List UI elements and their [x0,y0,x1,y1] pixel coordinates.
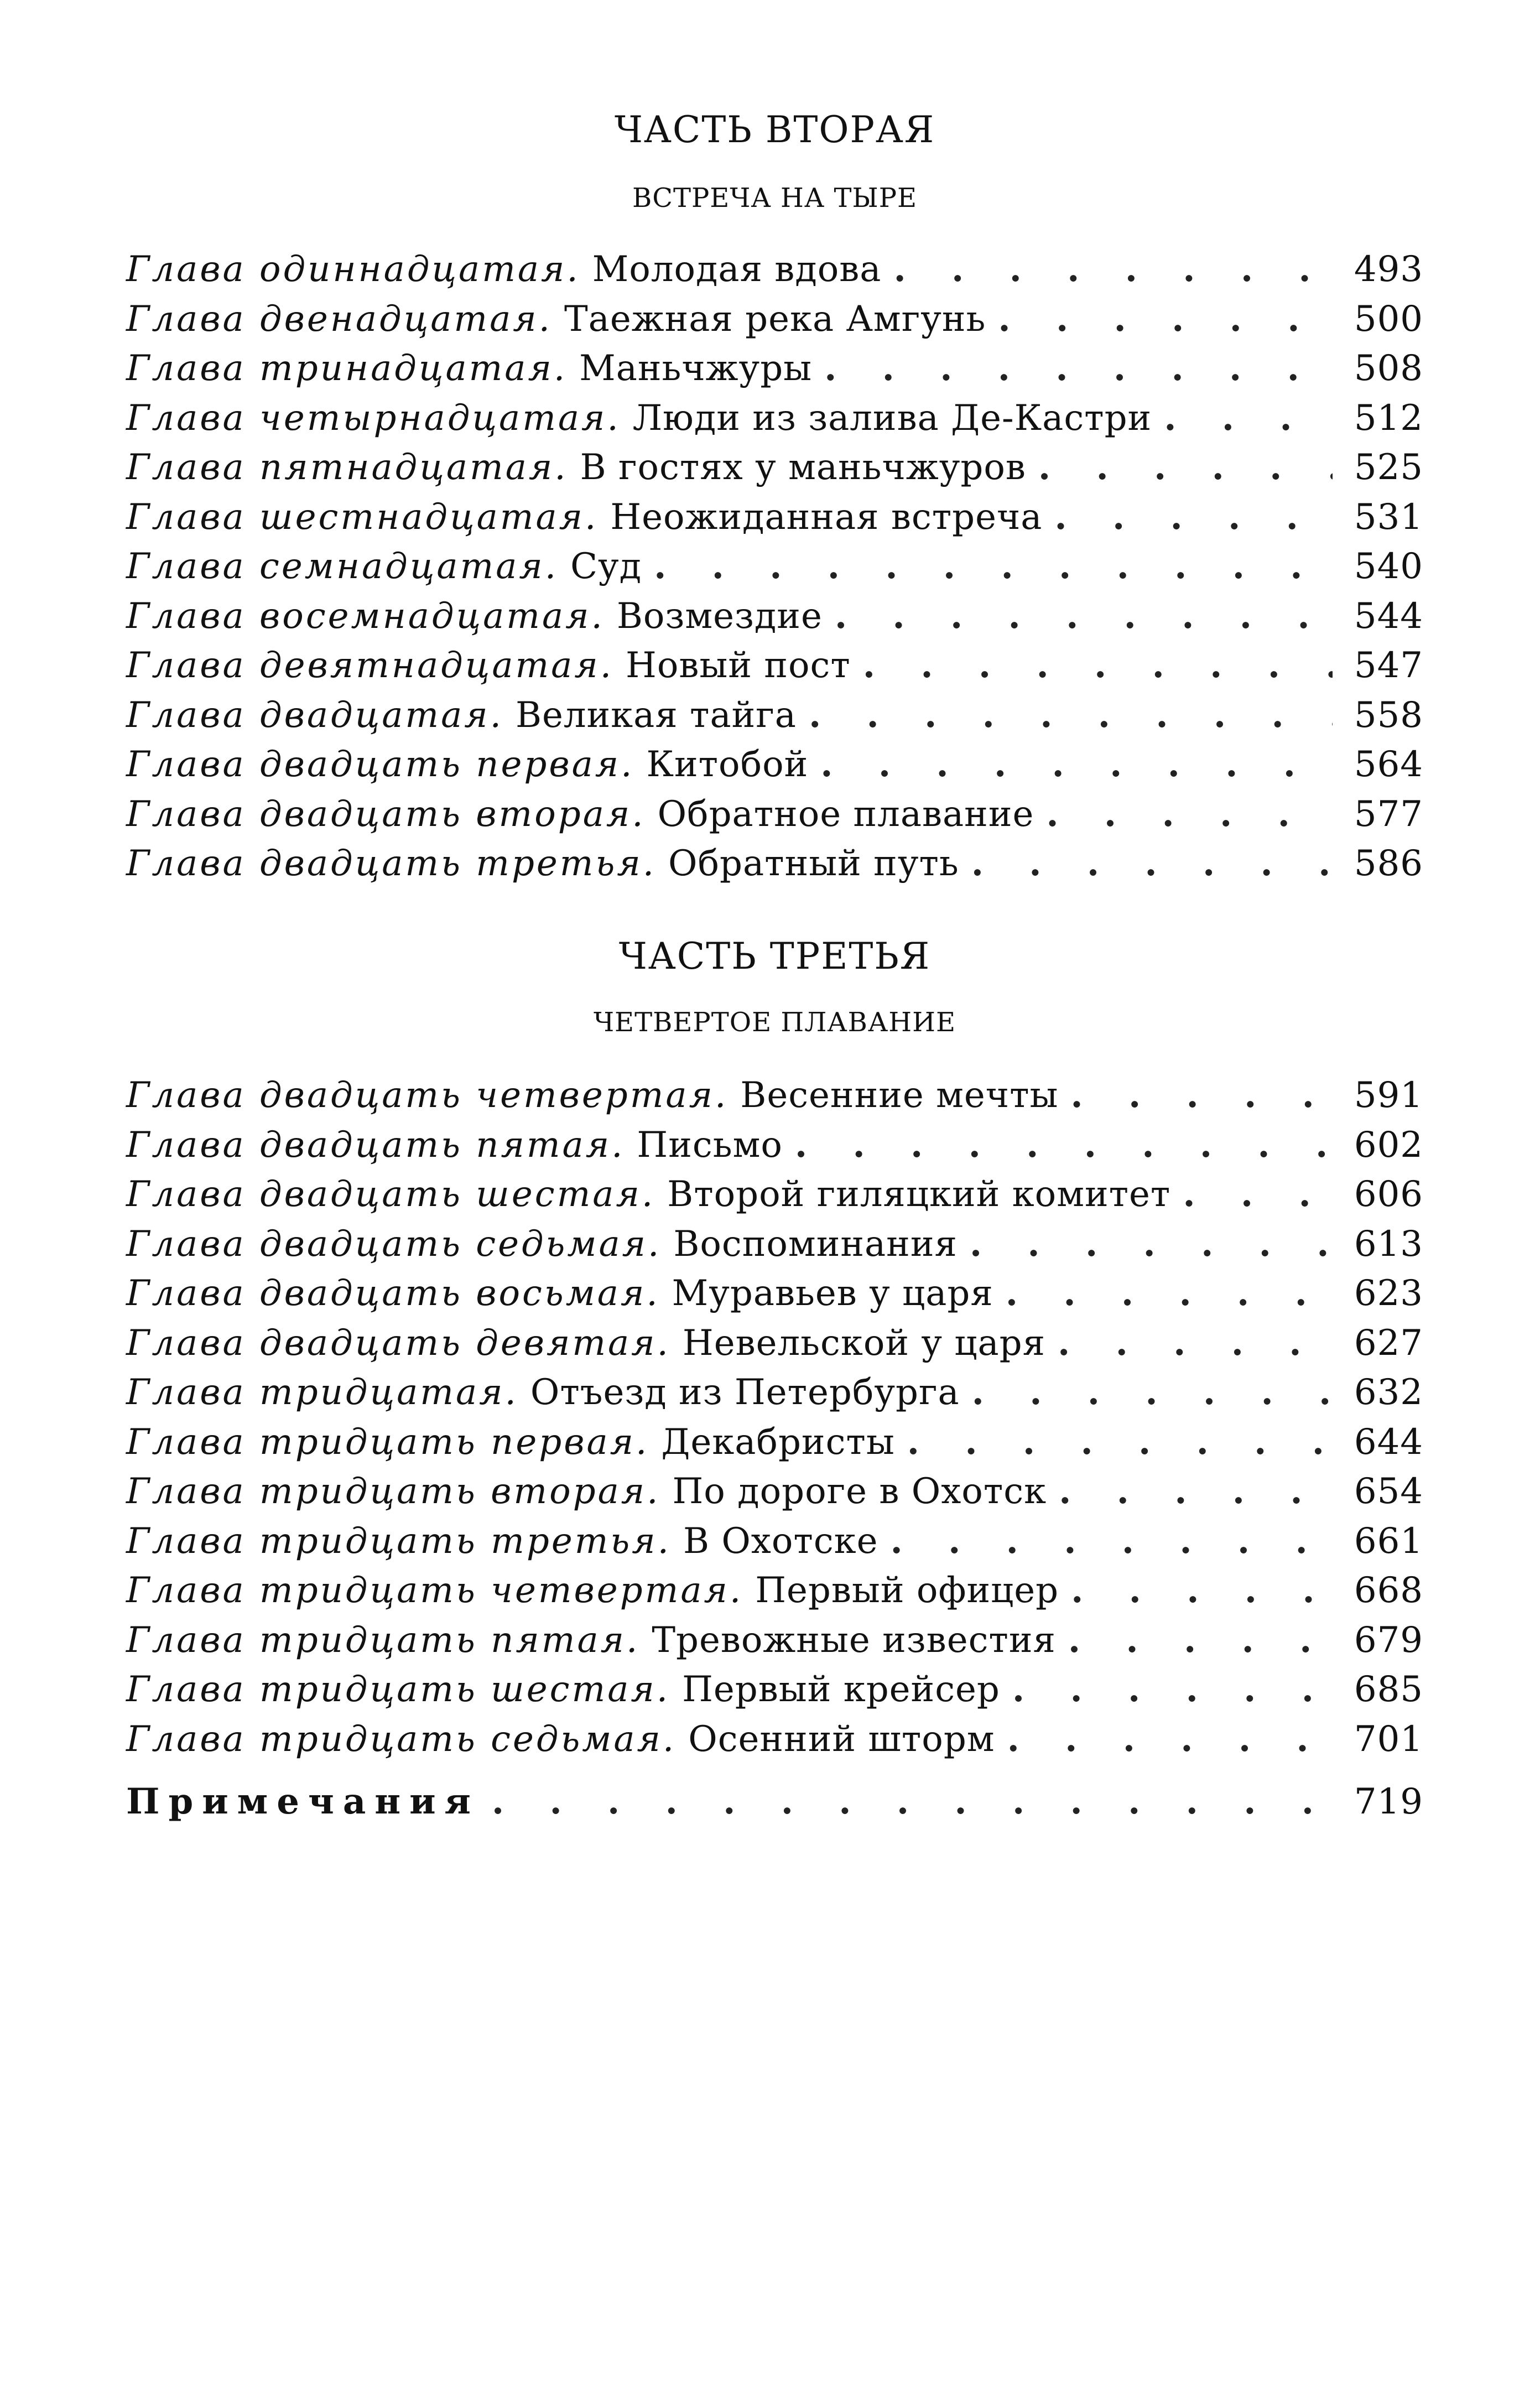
chapter-number: Глава двадцать шестая. [126,1174,655,1215]
page-number: 500 [1354,298,1423,340]
toc-entry[interactable] [126,1318,1423,1368]
dot-leader [1054,492,1333,542]
chapter-number: Глава двадцать седьмая. [126,1223,662,1265]
toc-entry[interactable] [126,443,1423,492]
chapter-title: Новый пост [626,645,851,686]
chapter-number: Глава двенадцатая. [126,298,552,340]
page-number: 613 [1354,1223,1423,1265]
chapter-number: Глава тридцать седьмая. [126,1718,677,1760]
page-number: 627 [1354,1322,1423,1364]
dot-leader [863,641,1333,690]
chapter-title: Люди из залива Де-Кастри [632,397,1152,439]
toc-entry[interactable] [126,245,1423,294]
chapter-number: Глава четырнадцатая. [126,397,621,439]
dot-leader [795,1120,1333,1170]
page-number: 719 [1354,1781,1423,1822]
chapter-number: Глава девятнадцатая. [126,645,614,686]
dot-leader [824,344,1333,393]
page-number: 668 [1354,1570,1423,1611]
chapter-title: Невельской у царя [682,1322,1045,1364]
chapter-title: Тревожные известия [652,1619,1056,1661]
chapter-number: Глава тридцать четвертая. [126,1570,743,1611]
chapter-title: Китобой [646,744,809,785]
chapter-title: Осенний шторм [688,1718,995,1760]
part-two-heading: ЧАСТЬ ВТОРАЯ [614,108,935,151]
chapter-title: Великая тайга [515,694,797,736]
page-number: 623 [1354,1273,1423,1314]
dot-leader [998,294,1333,344]
dot-leader [972,1368,1333,1417]
page-number: 564 [1354,744,1423,785]
chapter-number: Глава тридцать третья. [126,1520,671,1562]
chapter-number: Глава двадцать четвертая. [126,1075,729,1116]
dot-leader [809,690,1333,740]
chapter-number: Глава двадцать пятая. [126,1124,625,1166]
toc-entry[interactable] [126,1467,1423,1516]
notes-entry[interactable] [126,1777,1423,1827]
chapter-number: Глава двадцать вторая. [126,793,646,835]
dot-leader [835,591,1333,641]
page-number: 577 [1354,793,1423,835]
toc-entry[interactable] [126,1070,1423,1120]
part-two-subtitle: ВСТРЕЧА НА ТЫРЕ [632,183,918,214]
part-two-chapter-list [126,245,1423,888]
dot-leader [820,740,1333,789]
chapter-title: Воспоминания [673,1223,958,1265]
notes-label: Примечания [126,1781,480,1822]
toc-entry[interactable] [126,1269,1423,1318]
toc-page [126,0,1423,2401]
page-number: 661 [1354,1520,1423,1562]
chapter-title: Возмездие [616,595,823,637]
toc-entry[interactable] [126,1170,1423,1219]
dot-leader [1183,1170,1333,1219]
dot-leader [1006,1269,1333,1318]
toc-entry[interactable] [126,1566,1423,1615]
chapter-title: Отъезд из Петербурга [530,1372,960,1413]
toc-entry[interactable] [126,542,1423,591]
chapter-title: Первый крейсер [682,1669,1000,1710]
dot-leader [970,1219,1333,1269]
chapter-title: Весенние мечты [740,1075,1059,1116]
chapter-title: Неожиданная встреча [610,496,1043,538]
dot-leader [1068,1615,1333,1665]
page-number: 606 [1354,1174,1423,1215]
chapter-number: Глава тридцать пятая. [126,1619,640,1661]
chapter-title: В гостях у маньчжуров [580,447,1026,488]
toc-entry[interactable] [126,294,1423,344]
chapter-number: Глава семнадцатая. [126,546,559,587]
toc-entry[interactable] [126,839,1423,888]
page-number: 591 [1354,1075,1423,1116]
page-number: 508 [1354,348,1423,389]
page-number: 547 [1354,645,1423,686]
toc-entry[interactable] [126,1714,1423,1764]
chapter-number: Глава двадцать третья. [126,843,657,884]
toc-entry[interactable] [126,492,1423,542]
chapter-title: В Охотске [683,1520,878,1562]
page-number: 544 [1354,595,1423,637]
page-number: 586 [1354,843,1423,884]
page-number: 558 [1354,694,1423,736]
dot-leader [891,1516,1333,1566]
toc-entry[interactable] [126,1368,1423,1417]
chapter-title: Таежная река Амгунь [564,298,986,340]
toc-entry[interactable] [126,1615,1423,1665]
dot-leader [1007,1714,1333,1764]
chapter-number: Глава двадцать девятая. [126,1322,670,1364]
chapter-title: Обратное плавание [657,793,1034,835]
chapter-title: По дороге в Охотск [672,1471,1047,1512]
toc-entry[interactable] [126,1516,1423,1566]
chapter-number: Глава тринадцатая. [126,348,568,389]
toc-entry[interactable] [126,1665,1423,1714]
dot-leader [1012,1665,1333,1714]
chapter-title: Суд [570,546,642,587]
toc-entry[interactable] [126,740,1423,789]
chapter-number: Глава тридцатая. [126,1372,518,1413]
dot-leader [971,839,1333,888]
chapter-title: Декабристы [661,1421,895,1463]
page-number: 644 [1354,1421,1423,1463]
toc-entry[interactable] [126,1417,1423,1467]
page-number: 679 [1354,1619,1423,1661]
chapter-title: Маньчжуры [579,348,813,389]
dot-leader [907,1417,1333,1467]
chapter-title: Письмо [637,1124,783,1166]
chapter-number: Глава двадцатая. [126,694,503,736]
page-number: 632 [1354,1372,1423,1413]
page-number: 512 [1354,397,1423,439]
dot-leader [1038,443,1333,492]
chapter-number: Глава тридцать первая. [126,1421,649,1463]
toc-entry[interactable] [126,641,1423,690]
toc-entry[interactable] [126,344,1423,393]
dot-leader [654,542,1333,591]
chapter-number: Глава тридцать вторая. [126,1471,660,1512]
chapter-number: Глава пятнадцатая. [126,447,568,488]
page-number: 525 [1354,447,1423,488]
chapter-title: Первый офицер [755,1570,1059,1611]
toc-entry[interactable] [126,591,1423,641]
chapter-title: Второй гиляцкий комитет [667,1174,1171,1215]
chapter-title: Муравьев у царя [672,1273,993,1314]
chapter-title: Молодая вдова [592,249,882,290]
part-three-heading: ЧАСТЬ ТРЕТЬЯ [618,935,931,978]
dot-leader [492,1777,1333,1827]
chapter-number: Глава тридцать шестая. [126,1669,670,1710]
toc-entry[interactable] [126,1120,1423,1170]
chapter-number: Глава одиннадцатая. [126,249,580,290]
chapter-number: Глава двадцать восьмая. [126,1273,660,1314]
dot-leader [893,245,1333,294]
page-number: 540 [1354,546,1423,587]
dot-leader [1164,393,1333,443]
chapter-number: Глава шестнадцатая. [126,496,599,538]
chapter-number: Глава восемнадцатая. [126,595,605,637]
dot-leader [1071,1566,1333,1615]
page-number: 701 [1354,1718,1423,1760]
dot-leader [1058,1318,1333,1368]
chapter-number: Глава двадцать первая. [126,744,634,785]
page-number: 685 [1354,1669,1423,1710]
page-number: 531 [1354,496,1423,538]
toc-entry[interactable] [126,690,1423,740]
toc-entry[interactable] [126,789,1423,839]
page-number: 493 [1354,249,1423,290]
toc-entry[interactable] [126,1219,1423,1269]
chapter-title: Обратный путь [668,843,959,884]
page-number: 654 [1354,1471,1423,1512]
dot-leader [1046,789,1333,839]
page-number: 602 [1354,1124,1423,1166]
part-three-chapter-list [126,1070,1423,1764]
dot-leader [1059,1467,1333,1516]
part-three-subtitle: ЧЕТВЕРТОЕ ПЛАВАНИЕ [593,1007,956,1038]
dot-leader [1070,1070,1333,1120]
toc-entry[interactable] [126,393,1423,443]
